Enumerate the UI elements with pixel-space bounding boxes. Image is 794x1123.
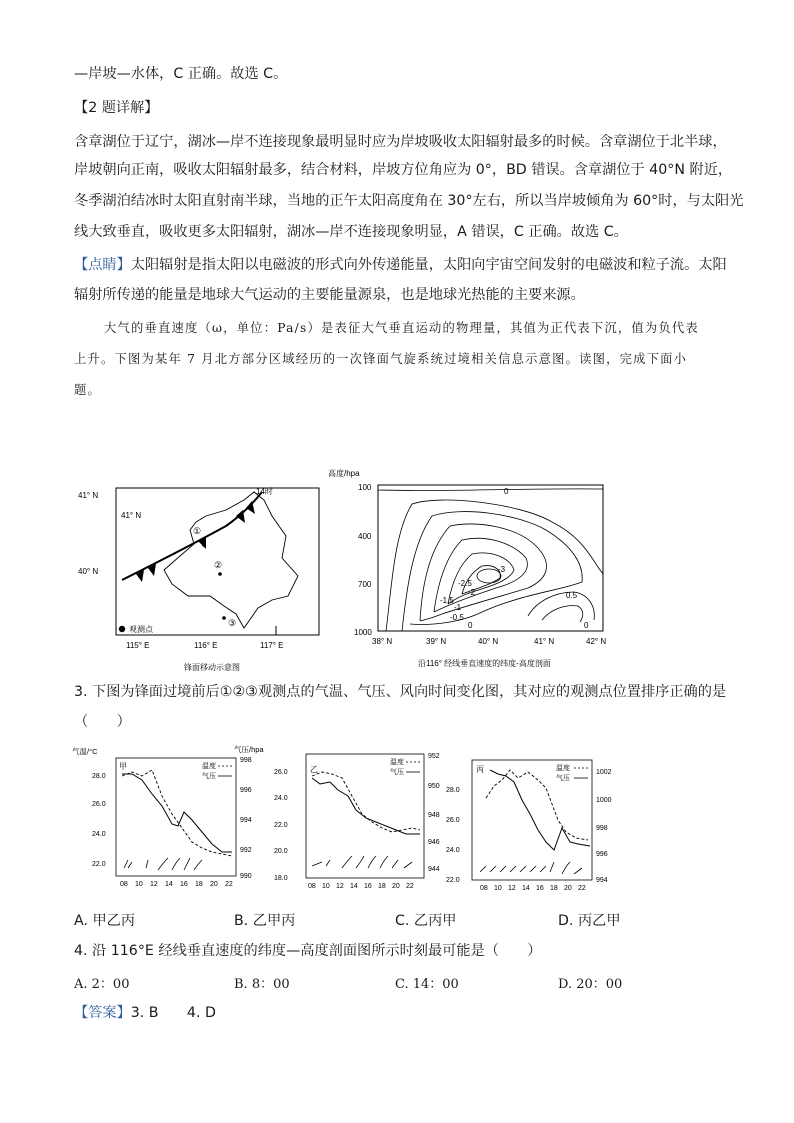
chart-yi-xticks bbox=[308, 883, 414, 890]
station-1-label: ① bbox=[193, 526, 202, 536]
contour-label-0: 0 bbox=[504, 487, 509, 496]
chart-bing-yl-2: 24.0 bbox=[446, 847, 460, 854]
contour-label-neg1: -1 bbox=[454, 603, 462, 612]
q4-option-d: D. 20：00 bbox=[558, 977, 623, 992]
station-3-label: ③ bbox=[228, 618, 237, 628]
chart-yi-yr-3: 946 bbox=[428, 839, 440, 846]
chart-bing-legend-pres: 气压 bbox=[556, 775, 570, 782]
chart-bing-yl-1: 26.0 bbox=[446, 817, 460, 824]
q4-option-c: C. 14：00 bbox=[395, 977, 459, 992]
chart-yi-yl-3: 20.0 bbox=[274, 848, 288, 855]
passage-line-1: 大气的垂直速度（ω，单位：Pa/s）是表征大气垂直运动的物理量，其值为正代表下沉，值为负代表 bbox=[104, 321, 699, 335]
chart-bing-label: 丙 bbox=[476, 765, 484, 774]
contour-positive bbox=[528, 592, 594, 620]
heading-label: 【2 题详解】 bbox=[74, 100, 159, 116]
chart-jia-yr-1: 996 bbox=[240, 787, 252, 794]
chart-yi-xtick-20: 20 bbox=[392, 883, 400, 890]
contour-label-neg2-5: -2.5 bbox=[458, 579, 472, 588]
text-line-6: 线大致垂直，吸收更多太阳辐射，湖冰—岸不连接现象明显，A 错误，C 正确。故选 C。 bbox=[74, 224, 628, 240]
map-lon116: 116° E bbox=[194, 641, 218, 650]
contour-label-0c: 0 bbox=[584, 621, 589, 630]
chart-yi-pres-line bbox=[312, 778, 420, 834]
chart-yi-xtick-18: 18 bbox=[378, 883, 386, 890]
chart-bing-wind-barbs bbox=[480, 862, 582, 874]
ytick-1000: 1000 bbox=[354, 628, 372, 637]
passage-line-2: 上升。下图为某年 7 月北方部分区域经历的一次锋面气旋系统过境相关信息示意图。读图，完成下面小 bbox=[74, 352, 688, 366]
xtick-41: 41° N bbox=[534, 637, 555, 646]
q4-option-b: B. 8：00 bbox=[234, 977, 290, 992]
tip-paragraph bbox=[74, 255, 727, 275]
chart-jia-pres-line bbox=[122, 774, 232, 852]
chart-jia-yr-0: 998 bbox=[240, 757, 252, 764]
chart-yi-yl-0: 26.0 bbox=[274, 769, 288, 776]
map-lon115: 115° E bbox=[126, 641, 150, 650]
chart-jia-left-title: 气温/°C bbox=[72, 747, 98, 756]
chart-jia-xtick-22: 22 bbox=[225, 881, 233, 888]
chart-yi-legend-pres: 气压 bbox=[390, 769, 404, 776]
chart-bing-yr-1: 1000 bbox=[596, 797, 612, 804]
q3-option-d: D. 丙乙甲 bbox=[558, 913, 621, 929]
map-lat41-inner: 41° N bbox=[121, 511, 142, 520]
front-movement-map bbox=[76, 478, 336, 678]
xtick-39: 39° N bbox=[426, 637, 447, 646]
map-lat41-left: 41° N bbox=[78, 491, 99, 500]
station-1-dot bbox=[202, 543, 206, 547]
contour-label-neg0-5: -0.5 bbox=[450, 613, 464, 622]
chart-yi-label: 乙 bbox=[310, 765, 318, 774]
contour-lines bbox=[378, 489, 603, 631]
chart-jia-xtick-08: 08 bbox=[120, 881, 128, 888]
text-line-3: 含章湖位于辽宁，湖冰—岸不连接现象最明显时应为岸坡吸收太阳辐射最多的时候。含章湖位于北半球， bbox=[74, 134, 727, 150]
contour-outer bbox=[386, 500, 603, 631]
chart-jia-yl-0: 28.0 bbox=[92, 773, 106, 780]
contour-label-0b: 0 bbox=[468, 621, 473, 630]
text-line-8: 辐射所传递的能量是地球大气运动的主要能量源泉，也是地球光热能的主要来源。 bbox=[74, 287, 585, 303]
ytick-400: 400 bbox=[358, 532, 372, 541]
answer-text: 3. B 4. D bbox=[130, 1005, 216, 1021]
section-ylabel: 高度/hpa bbox=[328, 469, 360, 478]
chart-yi-yr-0: 952 bbox=[428, 753, 440, 760]
chart-bing-xtick-08: 08 bbox=[480, 885, 488, 892]
text-line-5: 冬季湖泊结冰时太阳直射南半球，当地的正午太阳高度角在 30°左右，所以当岸坡倾角为 60°时，与太阳光 bbox=[74, 193, 744, 209]
chart-yi-xtick-12: 12 bbox=[336, 883, 344, 890]
chart-bing-xticks bbox=[480, 885, 586, 892]
chart-bing-xtick-12: 12 bbox=[508, 885, 516, 892]
chart-yi-yl-2: 22.0 bbox=[274, 822, 288, 829]
question-4: 4. 沿 116°E 经线垂直速度的纬度—高度剖面图所示时刻最可能是（ ） bbox=[74, 943, 542, 959]
station-3-dot bbox=[222, 616, 226, 620]
chart-bing-xtick-14: 14 bbox=[522, 885, 530, 892]
question-3: 3. 下图为锋面过境前后①②③观测点的气温、气压、风向时间变化图，其对应的观测点位置排序正确的是 bbox=[74, 684, 727, 700]
chart-yi-yl-4: 18.0 bbox=[274, 875, 288, 882]
chart-jia-yl-3: 22.0 bbox=[92, 861, 106, 868]
chart-yi-yl-1: 24.0 bbox=[274, 795, 288, 802]
passage-line-3: 题。 bbox=[74, 383, 101, 397]
chart-bing-yl-0: 28.0 bbox=[446, 787, 460, 794]
section-frame bbox=[378, 485, 603, 631]
chart-jia-yl-2: 24.0 bbox=[92, 831, 106, 838]
chart-yi-xtick-22: 22 bbox=[406, 883, 414, 890]
ytick-700: 700 bbox=[358, 580, 372, 589]
xtick-38: 38° N bbox=[372, 637, 393, 646]
chart-jia-yl-1: 26.0 bbox=[92, 801, 106, 808]
chart-jia-yr-4: 990 bbox=[240, 873, 252, 880]
station-2-label: ② bbox=[214, 560, 223, 570]
q3-option-a: A. 甲乙丙 bbox=[74, 913, 136, 929]
q4-option-a: A. 2：00 bbox=[74, 977, 130, 992]
chart-jia-legend-temp: 温度 bbox=[202, 763, 216, 770]
contour-label-neg2: -2 bbox=[468, 588, 476, 597]
answer-line bbox=[74, 1003, 216, 1023]
chart-jia bbox=[72, 744, 272, 894]
chart-yi-temp-line bbox=[312, 772, 420, 832]
chart-jia-right-title: 气压/hpa bbox=[234, 745, 264, 754]
chart-bing-yr-4: 994 bbox=[596, 877, 608, 884]
contour-label-neg1-5: -1.5 bbox=[440, 596, 454, 605]
q3-option-c: C. 乙丙甲 bbox=[395, 913, 457, 929]
chart-jia-xtick-18: 18 bbox=[195, 881, 203, 888]
chart-jia-wind-barbs bbox=[124, 858, 202, 870]
map-caption: 锋面移动示意图 bbox=[184, 663, 240, 672]
chart-yi bbox=[272, 744, 472, 894]
chart-jia-xticks bbox=[120, 881, 233, 888]
chart-bing-xtick-10: 10 bbox=[494, 885, 502, 892]
legend-label: 观测点 bbox=[129, 625, 153, 634]
chart-jia-label: 甲 bbox=[119, 762, 127, 771]
chart-bing-temp-line bbox=[486, 770, 588, 840]
chart-yi-yr-4: 944 bbox=[428, 866, 440, 873]
vertical-velocity-section bbox=[322, 464, 612, 676]
chart-bing-xtick-20: 20 bbox=[564, 885, 572, 892]
chart-bing-yl-3: 22.0 bbox=[446, 877, 460, 884]
section-heading-2 bbox=[74, 98, 158, 118]
section-caption: 沿116° 经线垂直速度的纬度-高度剖面 bbox=[418, 659, 551, 668]
chart-bing-xtick-22: 22 bbox=[578, 885, 586, 892]
map-lon117: 117° E bbox=[260, 641, 284, 650]
text-line-1: —岸坡—水体，C 正确。故选 C。 bbox=[74, 66, 288, 82]
chart-jia-xtick-12: 12 bbox=[150, 881, 158, 888]
tip-label: 【点睛】 bbox=[74, 257, 131, 273]
chart-bing-yr-2: 998 bbox=[596, 825, 608, 832]
chart-jia-yr-3: 992 bbox=[240, 847, 252, 854]
chart-yi-xtick-10: 10 bbox=[322, 883, 330, 890]
q3-option-b: B. 乙甲丙 bbox=[234, 913, 296, 929]
chart-jia-xtick-16: 16 bbox=[180, 881, 188, 888]
tip-text: 太阳辐射是指太阳以电磁波的形式向外传递能量，太阳向宇宙空间发射的电磁波和粒子流。太阳 bbox=[130, 257, 727, 273]
text-line-4: 岸坡朝向正南，吸收太阳辐射最多，结合材料，岸坡方位角应为 0°，BD 错误。含章湖位于 40°N 附近， bbox=[74, 162, 733, 178]
chart-yi-xtick-16: 16 bbox=[364, 883, 372, 890]
chart-jia-xtick-14: 14 bbox=[165, 881, 173, 888]
region-boundary bbox=[164, 492, 298, 628]
chart-yi-wind-barbs bbox=[312, 856, 412, 868]
chart-jia-xtick-10: 10 bbox=[135, 881, 143, 888]
chart-jia-xtick-20: 20 bbox=[210, 881, 218, 888]
chart-bing-legend-temp: 温度 bbox=[556, 765, 570, 772]
contour-a bbox=[402, 512, 582, 631]
contour-label-0-5: 0.5 bbox=[566, 591, 578, 600]
station-2-dot bbox=[218, 572, 222, 576]
contour-positive-inner bbox=[542, 606, 583, 622]
chart-yi-legend-temp: 温度 bbox=[390, 759, 404, 766]
chart-bing bbox=[444, 758, 634, 894]
chart-yi-xtick-14: 14 bbox=[350, 883, 358, 890]
chart-yi-xtick-08: 08 bbox=[308, 883, 316, 890]
map-time-label: 14时 bbox=[256, 487, 273, 496]
map-lat40: 40° N bbox=[78, 567, 99, 576]
chart-yi-yr-2: 948 bbox=[428, 812, 440, 819]
ytick-100: 100 bbox=[358, 483, 372, 492]
chart-bing-xtick-18: 18 bbox=[550, 885, 558, 892]
contour-label-neg3: -3 bbox=[498, 565, 506, 574]
chart-bing-yr-0: 1002 bbox=[596, 769, 612, 776]
chart-jia-temp-line bbox=[122, 770, 232, 856]
xtick-40: 40° N bbox=[478, 637, 499, 646]
legend-dot-icon bbox=[119, 626, 125, 632]
chart-bing-yr-3: 996 bbox=[596, 851, 608, 858]
chart-jia-legend-pres: 气压 bbox=[202, 773, 216, 780]
chart-yi-yr-1: 950 bbox=[428, 783, 440, 790]
chart-jia-yr-2: 994 bbox=[240, 817, 252, 824]
question-3-bracket: （ ） bbox=[74, 714, 131, 730]
xtick-42: 42° N bbox=[586, 637, 607, 646]
chart-bing-xtick-16: 16 bbox=[536, 885, 544, 892]
answer-label: 【答案】 bbox=[74, 1005, 131, 1021]
contour-0-top bbox=[378, 489, 603, 491]
